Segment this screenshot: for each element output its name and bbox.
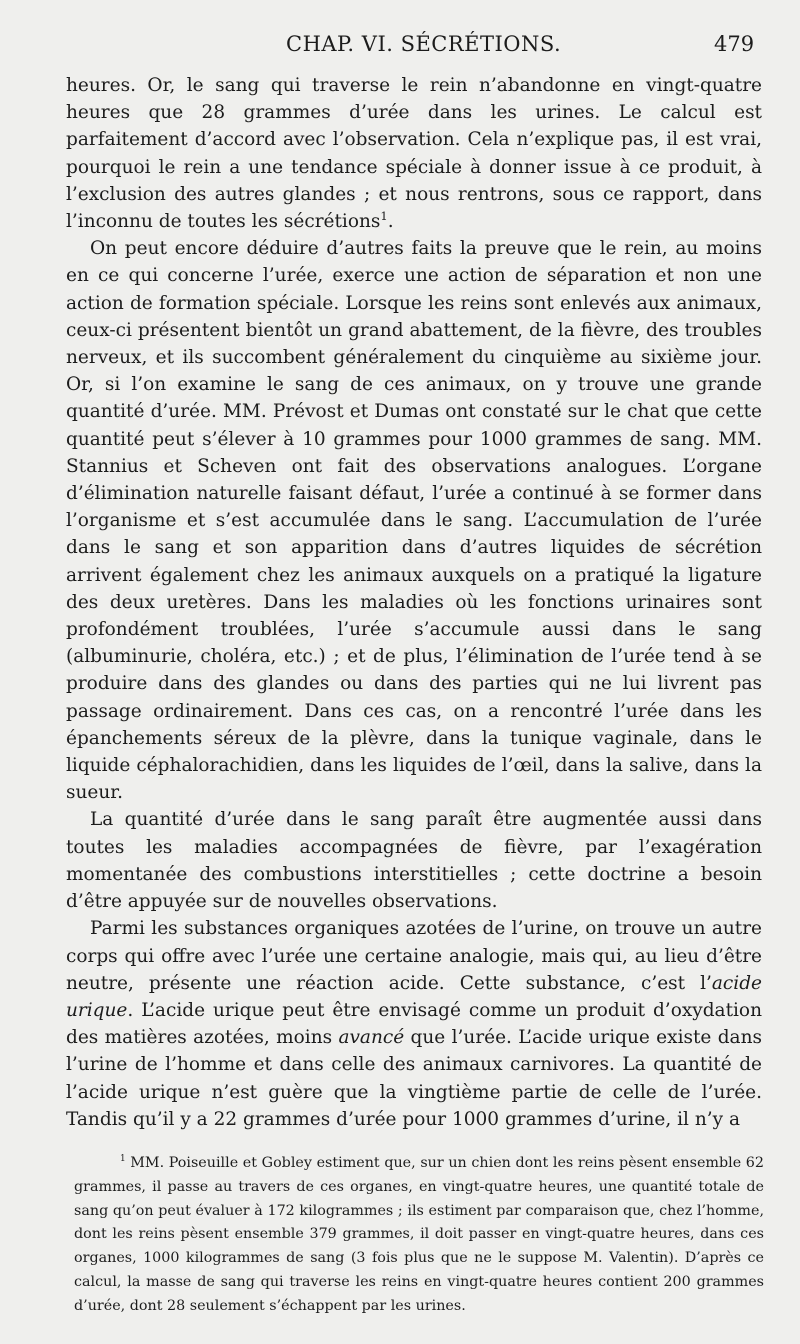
italic-term-acide-urique: acide urique [66,972,762,1021]
body-text [66,72,762,1133]
footnote-1: $^1$ MM. Poiseuille et Gobley estiment que, sur un chien dont les reins pèsent ensemble 62 grammes, il passe au travers de ces organes, en vingt-quatre heures, une quantité totale de sang qu’on peut évaluer à 172 kilogrammes ; ils estiment par comparaison que, chez l’homme, dont les reins pèsent ensemble 379 grammes, il doit passer en vingt-quatre heures, dans ces organes, 1000 kilogrammes de sang (3 fois plus que ne le suppose M. Valentin). D’après ce calcul, la masse de sang qui traverse les reins en vingt-quatre heures contient 200 grammes d’urée, dont 28 seulement s’échappent par les urines. [74,1154,764,1314]
paragraph-2: On peut encore déduire d’autres faits la preuve que le rein, au moins en ce qui concerne l’urée, exerce une action de séparation et non une action de formation spéciale. Lorsque les reins sont enlevés aux animaux, ceux-ci présentent bientôt un grand abattement, de la fièvre, des troubles nerveux, et ils succombent généralement du cinquième au sixième jour. Or, si l’on examine le sang de ces animaux, on y trouve une grande quantité d’urée. MM. Prévost et Dumas ont constaté sur le chat que cette quantité peut s’élever à 10 grammes pour 1000 grammes de sang. MM. Stannius et Scheven ont fait des observations analogues. L’organe d’élimination naturelle faisant défaut, l’urée a continué à se former dans l’organisme et s’est accumulée dans le sang. L’accumulation de l’urée dans le sang et son apparition dans d’autres liquides de sécrétion arrivent également chez les animaux auxquels on a pratiqué la ligature des deux uretères. Dans les maladies où les fonctions urinaires sont profondément troublées, l’urée s’accumule aussi dans le sang (albuminurie, choléra, etc.) ; et de plus, l’élimination de l’urée tend à se produire dans des glandes ou dans des parties qui ne lui livrent pas passage ordinairement. Dans ces cas, on a rencontré l’urée dans les épanchements séreux de la plèvre, dans la tunique vaginale, dans le liquide céphalorachidien, dans les liquides de l’œil, dans la salive, dans la sueur. [66,238,762,804]
page-header [0,30,800,64]
paragraph-1: heures. Or, le sang qui traverse le rein n’abandonne en vingt-quatre heures que 28 grammes d’urée dans les urines. Le calcul est parfaitement d’accord avec l’observation. Cela n’explique pas, il est vrai, pourquoi le rein a une tendance spéciale à donner issue à ce produit, à l’exclusion des autres glandes ; et nous rentrons, sous ce rapport, dans l’inconnu de toutes les sécrétions$^1$. [66,75,762,233]
paragraph-4: Parmi les substances organiques azotées de l’urine, on trouve un autre corps qui offre avec l’urée une certaine analogie, mais qui, au lieu d’être neutre, présente une réaction acide. Cette substance, c’est l’acide urique. L’acide urique peut être envisagé comme un produit d’oxydation des matières azotées, moins avancé que l’urée. L’acide urique existe dans l’urine de l’homme et dans celle des animaux carnivores. La quantité de l’acide urique n’est guère que la vingtième partie de celle de l’urée. Tandis qu’il y a 22 grammes d’urée pour 1000 grammes d’urine, il n’y a [66,918,762,1130]
page-number: 479 [714,32,755,56]
footnote-reference: 1 [380,208,388,223]
paragraph-3: La quantité d’urée dans le sang paraît être augmentée aussi dans toutes les maladies accompagnées de fièvre, par l’exagération momentanée des combustions interstitielles ; cette doctrine a besoin d’être appuyée sur de nouvelles observations. [66,809,762,913]
footnote-marker: 1 [120,1154,126,1165]
footnotes [74,1152,764,1319]
running-title: CHAP. VI. SÉCRÉTIONS. [286,32,562,56]
italic-term-avance: avancé [338,1027,405,1049]
